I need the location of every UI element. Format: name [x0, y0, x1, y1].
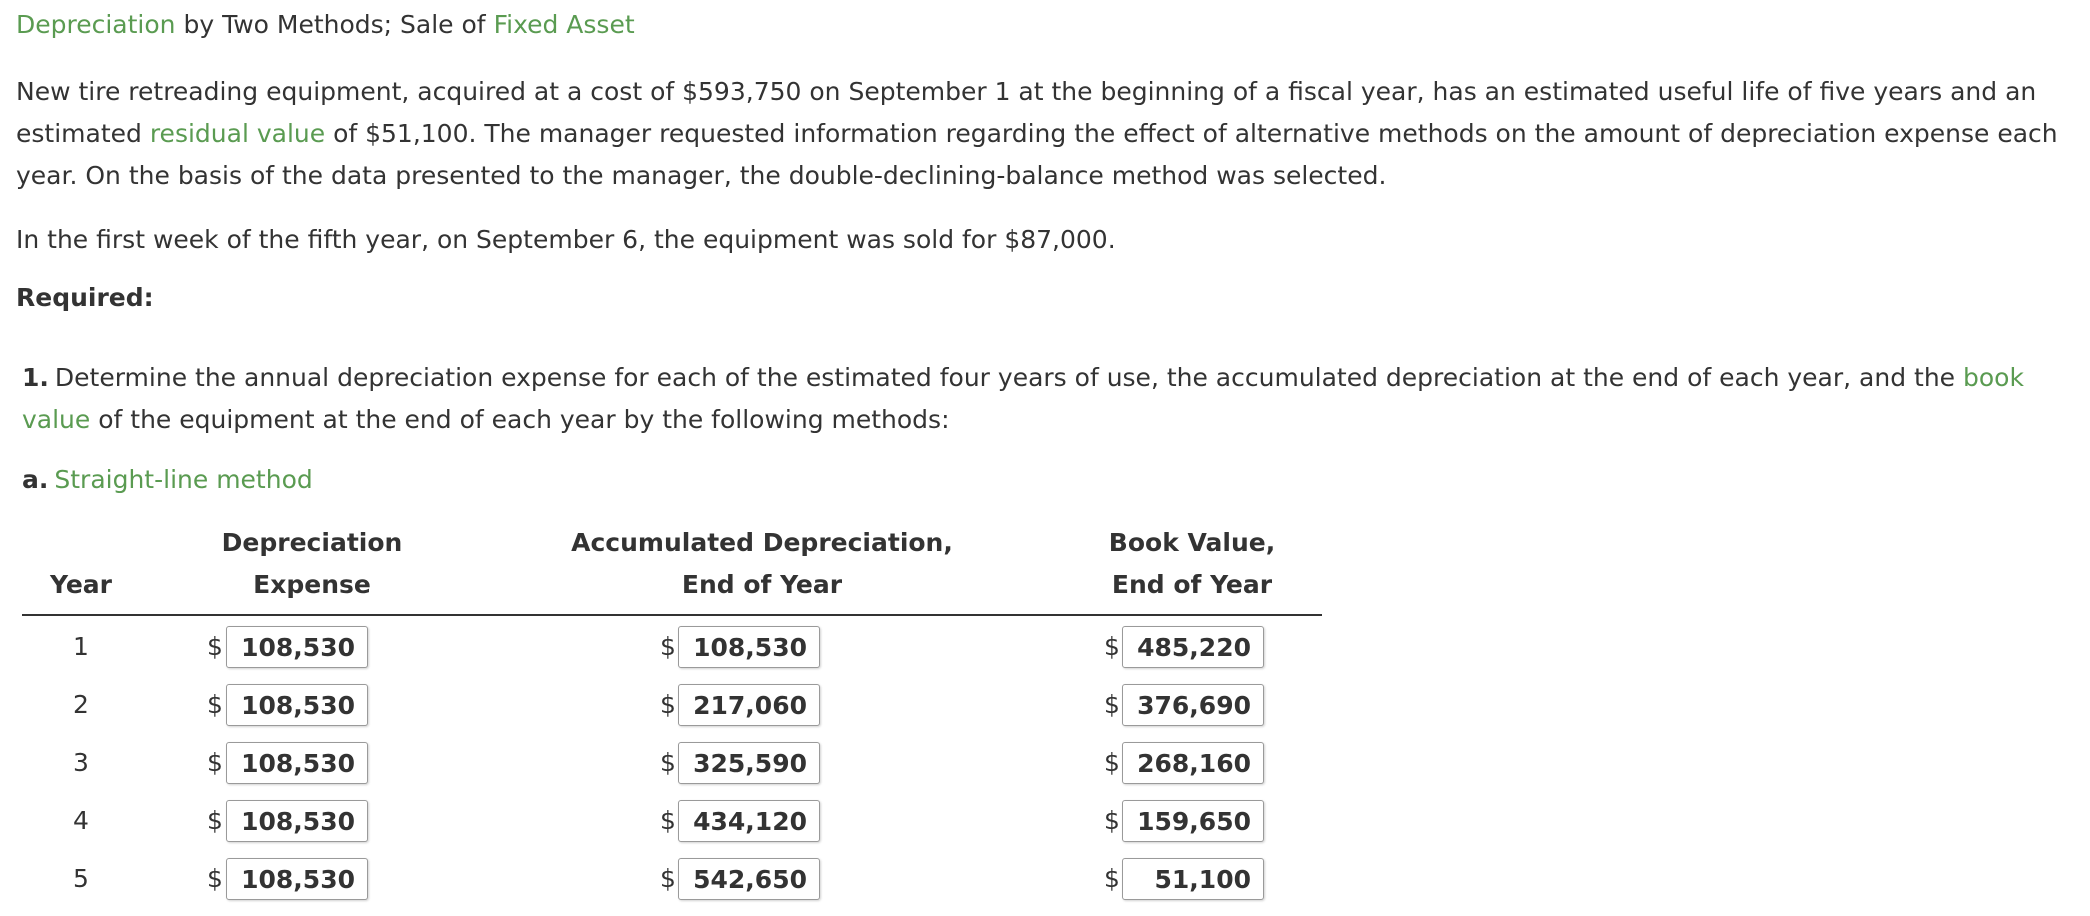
- table-row: [22, 620, 1322, 678]
- currency-symbol: $: [1104, 632, 1120, 661]
- book-value-link[interactable]: book value: [22, 363, 2024, 434]
- book-value-input[interactable]: 268,160: [1122, 742, 1264, 784]
- straight-line-method-link[interactable]: Straight-line method: [54, 465, 313, 494]
- header-book-value: [1022, 522, 1362, 606]
- year-cell: 1: [73, 632, 89, 661]
- year-cell: 5: [73, 864, 89, 893]
- page-title: [16, 10, 635, 39]
- currency-symbol: $: [207, 748, 223, 777]
- header-dep-line2: Expense: [253, 570, 371, 599]
- book-value-input[interactable]: 159,650: [1122, 800, 1264, 842]
- intro-paragraph: [16, 71, 2076, 197]
- currency-symbol: $: [1104, 806, 1120, 835]
- fixed-asset-link[interactable]: Fixed Asset: [493, 10, 635, 39]
- required-label: Required:: [16, 283, 154, 312]
- year-cell: 2: [73, 690, 89, 719]
- part-a-heading: [22, 465, 313, 494]
- book-value-input[interactable]: 485,220: [1122, 626, 1264, 668]
- header-year: Year: [50, 570, 112, 599]
- year-cell: 4: [73, 806, 89, 835]
- question-1-number: 1.: [22, 363, 49, 392]
- header-dep-line1: Depreciation: [221, 528, 403, 557]
- intro-text-part2: of $51,100. The manager requested information regarding the effect of alternative methods on the amount of depreciation expense each year. On the basis of the data presented to the manager, the double-declining-balance method was selected.: [16, 119, 2058, 190]
- currency-symbol: $: [207, 690, 223, 719]
- book-value-input[interactable]: 51,100: [1122, 858, 1264, 900]
- currency-symbol: $: [1104, 748, 1120, 777]
- currency-symbol: $: [207, 864, 223, 893]
- accumulated-depreciation-input[interactable]: 108,530: [678, 626, 820, 668]
- currency-symbol: $: [207, 632, 223, 661]
- depreciation-expense-input[interactable]: 108,530: [226, 858, 368, 900]
- table-row: [22, 678, 1322, 736]
- table-row: [22, 852, 1322, 910]
- header-bv-line1: Book Value,: [1108, 528, 1276, 557]
- currency-symbol: $: [660, 690, 676, 719]
- table-header: [22, 522, 1322, 616]
- residual-value-link[interactable]: residual value: [149, 119, 326, 148]
- question-1-text-part1: Determine the annual depreciation expense for each of the estimated four years of use, the accumulated depreciation at the end of each year, and the: [54, 363, 1963, 392]
- part-a-letter: a.: [22, 465, 49, 494]
- depreciation-expense-input[interactable]: 108,530: [226, 742, 368, 784]
- currency-symbol: $: [207, 806, 223, 835]
- straight-line-table: [22, 522, 1322, 910]
- header-acc-line1: Accumulated Depreciation,: [571, 528, 953, 557]
- intro-text-part1: New tire retreading equipment, acquired at a cost of $593,750 on September 1 at the beginning of a fiscal year, has an estimated useful life of five years and an estimated: [16, 77, 2037, 148]
- currency-symbol: $: [1104, 864, 1120, 893]
- question-1: [22, 357, 2082, 441]
- depreciation-link[interactable]: Depreciation: [16, 10, 176, 39]
- accumulated-depreciation-input[interactable]: 542,650: [678, 858, 820, 900]
- header-accumulated-depreciation: [542, 522, 982, 606]
- header-acc-line2: End of Year: [681, 570, 843, 599]
- title-text: by Two Methods; Sale of: [175, 10, 494, 39]
- table-row: [22, 794, 1322, 852]
- depreciation-expense-input[interactable]: 108,530: [226, 684, 368, 726]
- accumulated-depreciation-input[interactable]: 217,060: [678, 684, 820, 726]
- depreciation-expense-input[interactable]: 108,530: [226, 800, 368, 842]
- currency-symbol: $: [660, 806, 676, 835]
- accumulated-depreciation-input[interactable]: 325,590: [678, 742, 820, 784]
- table-row: [22, 736, 1322, 794]
- currency-symbol: $: [660, 864, 676, 893]
- book-value-input[interactable]: 376,690: [1122, 684, 1264, 726]
- question-1-text-part2: of the equipment at the end of each year by the following methods:: [90, 405, 950, 434]
- sale-paragraph: In the first week of the fifth year, on September 6, the equipment was sold for $87,000.: [16, 225, 1116, 254]
- currency-symbol: $: [660, 748, 676, 777]
- header-bv-line2: End of Year: [1111, 570, 1273, 599]
- header-depreciation-expense: [162, 522, 462, 606]
- currency-symbol: $: [1104, 690, 1120, 719]
- accumulated-depreciation-input[interactable]: 434,120: [678, 800, 820, 842]
- year-cell: 3: [73, 748, 89, 777]
- currency-symbol: $: [660, 632, 676, 661]
- depreciation-expense-input[interactable]: 108,530: [226, 626, 368, 668]
